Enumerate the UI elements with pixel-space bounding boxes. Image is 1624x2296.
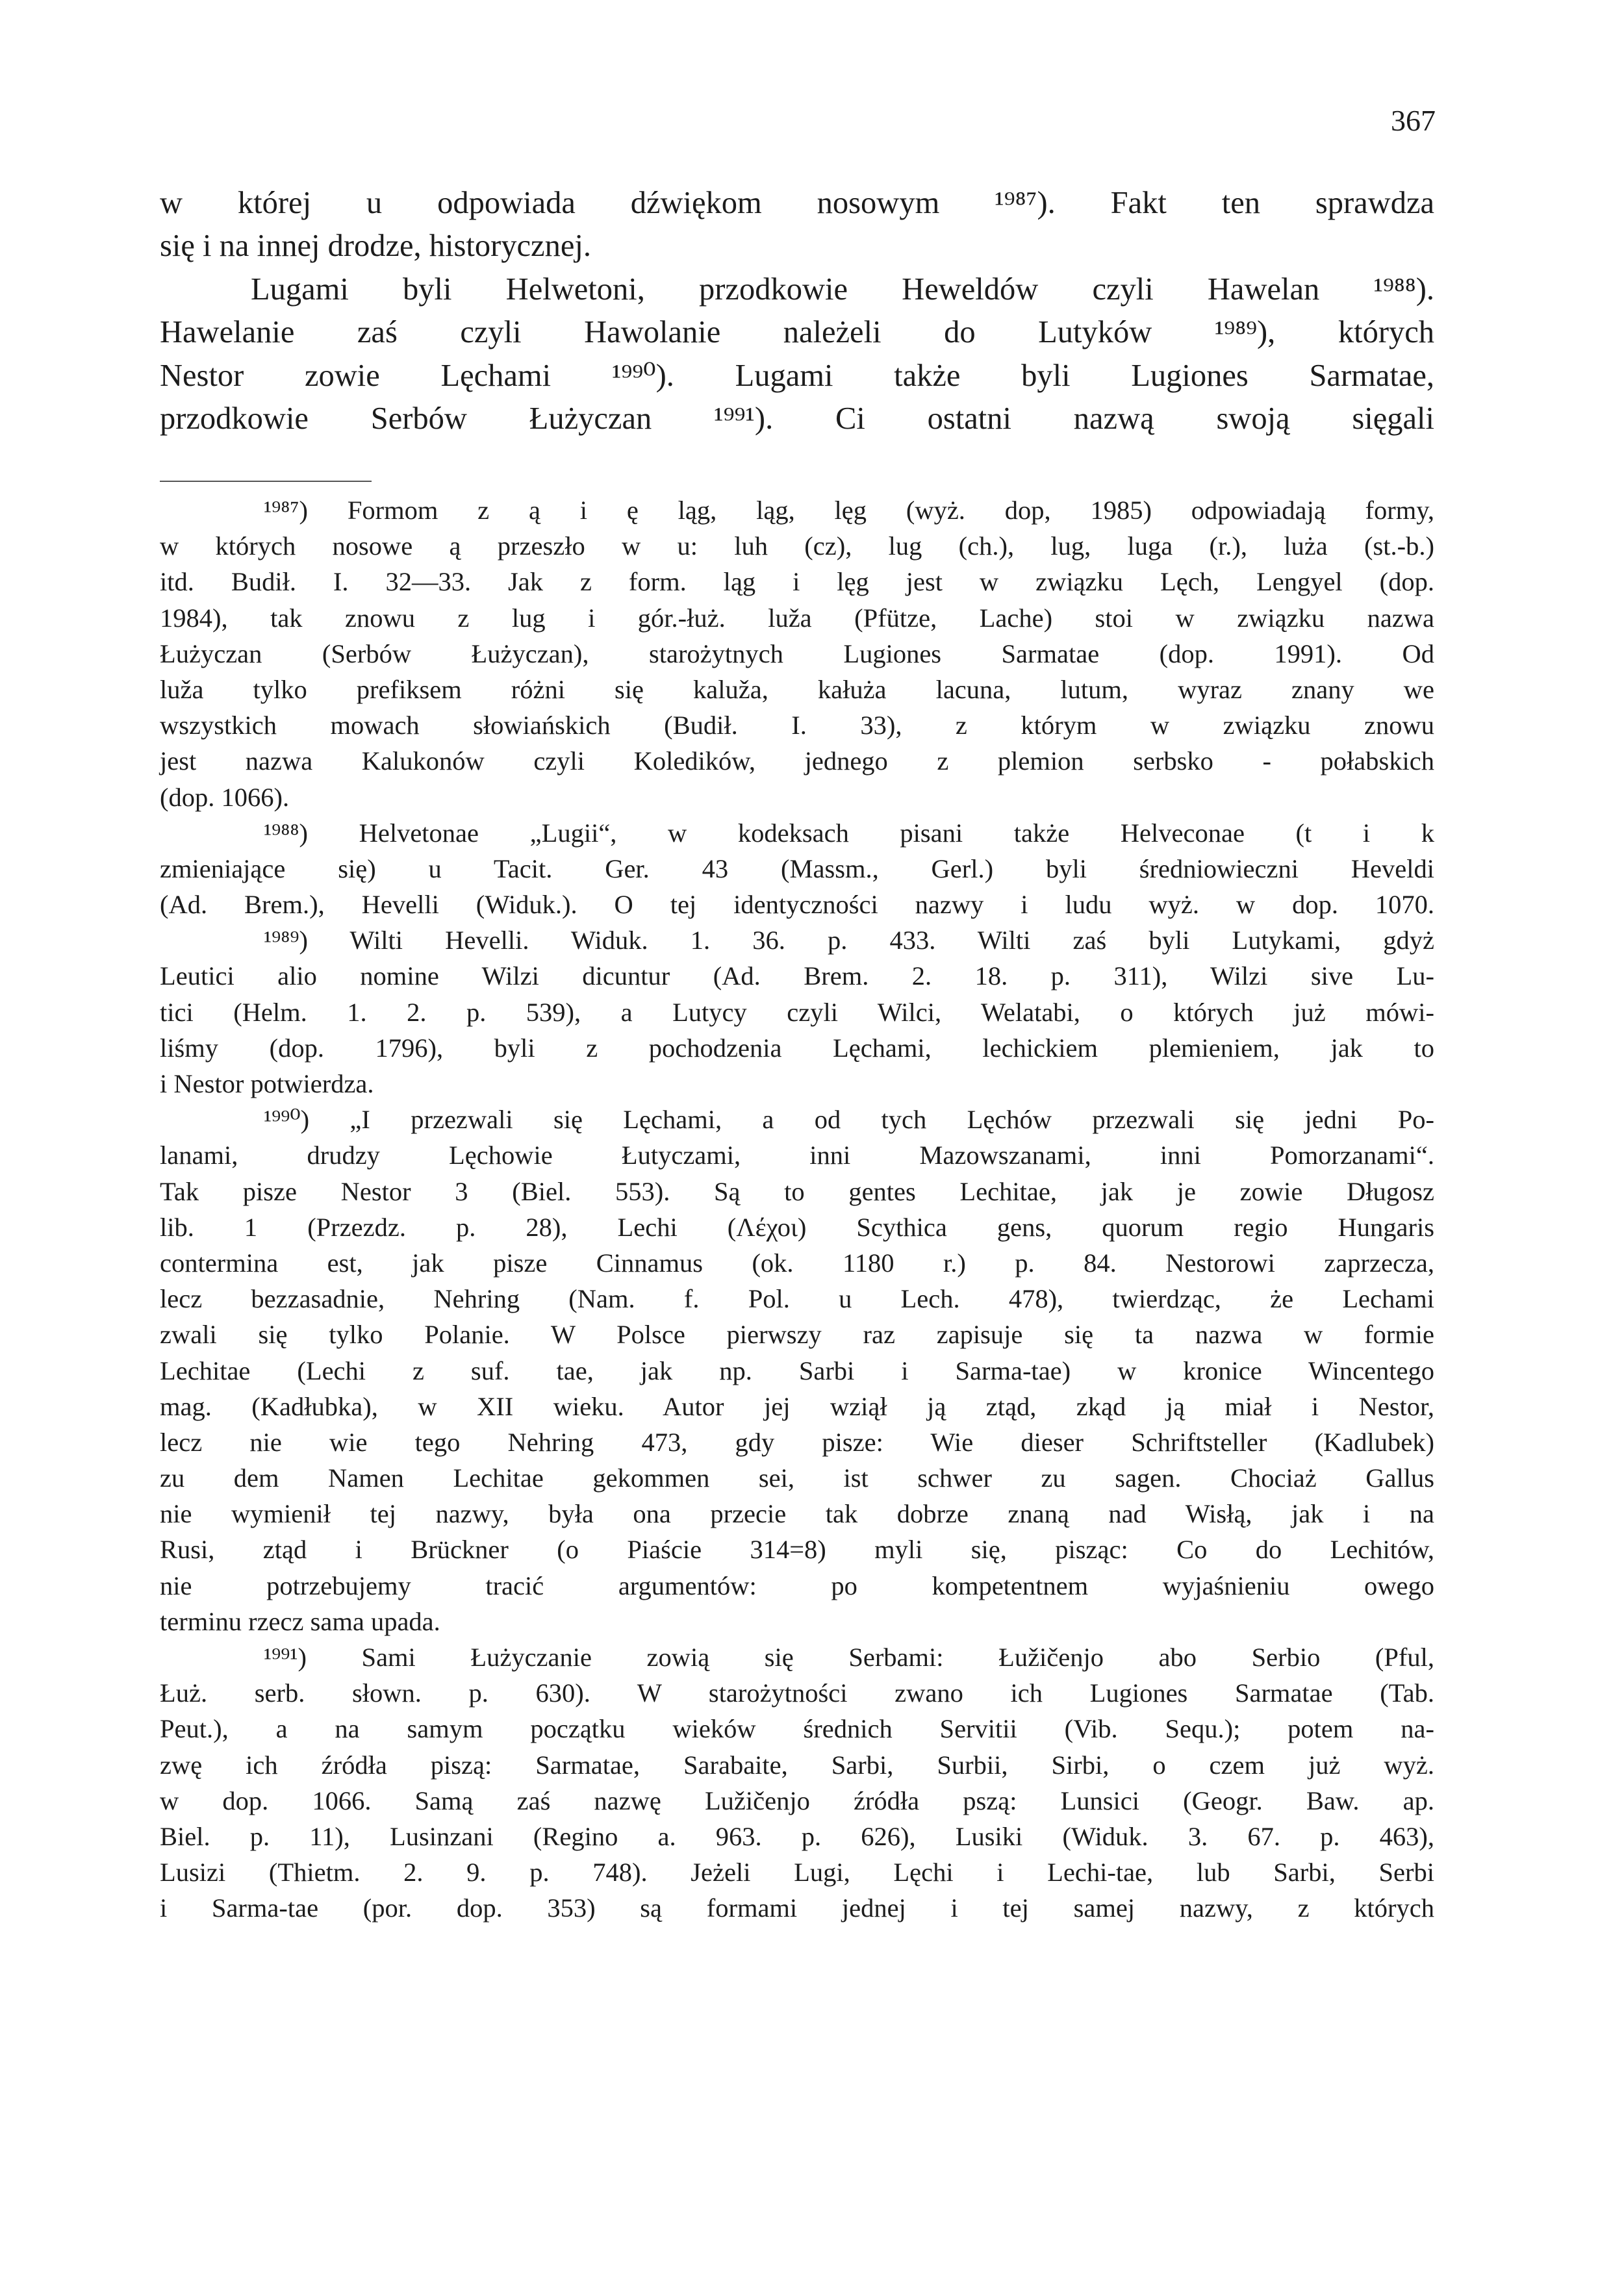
footnote-line: nie potrzebujemy tracić argumentów: po kompetentnem wyjaśnieniu owego [160,1571,1434,1600]
footnote-line: luža tylko prefiksem różni się kaluža, kałuża lacuna, lutum, wyraz znany we [160,674,1434,704]
main-text-line: przodkowie Serbów Łużyczan ¹⁹⁹¹). Ci ostatni nazwą swoją sięgali [160,401,1434,436]
footnotes [160,492,1434,1926]
footnote-line: ¹⁹⁸⁷) Formom z ą i ę ląg, ląg, lęg (wyż. dop, 1985) odpowiadają formy, [264,496,1434,525]
footnote-line: Tak pisze Nestor 3 (Biel. 553). Są to gentes Lechitae, jak je zowie Długosz [160,1176,1434,1206]
footnote-line: lecz bezzasadnie, Nehring (Nam. f. Pol. u Lech. 478), twierdząc, że Lechami [160,1284,1434,1314]
footnote-line: itd. Budił. I. 32—33. Jak z form. ląg i lęg jest w związku Lęch, Lengyel (dop. [160,567,1434,597]
footnote-line: zu dem Namen Lechitae gekommen sei, ist schwer zu sagen. Chociaż Gallus [160,1463,1434,1493]
main-text-line: się i na innej drodze, historycznej. [160,229,591,264]
footnote-line: lib. 1 (Przezdz. p. 28), Lechi (Λέχοι) Scythica gens, quorum regio Hungaris [160,1212,1434,1242]
footnote-line: w których nosowe ą przeszło w u: luh (cz), lug (ch.), lug, luga (r.), luża (st.-b.) [160,531,1434,561]
footnote-line: zwę ich źródła piszą: Sarmatae, Sarabaite, Sarbi, Surbii, Sirbi, o czem już wyż. [160,1750,1434,1780]
footnote-line: liśmy (dop. 1796), byli z pochodzenia Lęchami, lechickiem plemieniem, jak to [160,1033,1434,1063]
footnote-line: Leutici alio nomine Wilzi dicuntur (Ad. Brem. 2. 18. p. 311), Wilzi sive Lu- [160,961,1434,991]
footnote-line: lecz nie wie tego Nehring 473, gdy pisze: Wie dieser Schriftsteller (Kadlubek) [160,1427,1434,1457]
footnote-line: Rusi, ztąd i Brückner (o Piaście 314=8) myli się, pisząc: Co do Lechitów, [160,1535,1434,1565]
footnote-line: mag. (Kadłubka), w XII wieku. Autor jej wziął ją ztąd, zkąd ją miał i Nestor, [160,1391,1434,1421]
footnote-line: ¹⁹⁹¹) Sami Łużyczanie zowią się Serbami: Łužičenjo abo Serbio (Pful, [264,1643,1434,1672]
footnote-line: ¹⁹⁹⁰) „I przezwali się Lęchami, a od tych Lęchów przezwali się jedni Po- [264,1105,1434,1135]
footnote-line: (dop. 1066). [160,782,290,812]
footnote-line: jest nazwa Kalukonów czyli Koledików, jednego z plemion serbsko - połabskich [160,746,1434,776]
footnote-line: terminu rzecz sama upada. [160,1606,440,1636]
footnote-line: zwali się tylko Polanie. W Polsce pierwszy raz zapisuje się ta nazwa w formie [160,1320,1434,1350]
footnote-line: tici (Helm. 1. 2. p. 539), a Lutycy czyli Wilci, Welatabi, o których już mówi- [160,997,1434,1027]
footnote-line: zmieniające się) u Tacit. Ger. 43 (Massm., Gerl.) byli średniowieczni Heveldi [160,853,1434,883]
footnote-line: ¹⁹⁸⁹) Wilti Hevelli. Widuk. 1. 36. p. 433. Wilti zaś byli Lutykami, gdyż [264,926,1434,955]
footnote-line: Lechitae (Lechi z suf. tae, jak np. Sarbi i Sarma-tae) w kronice Wincentego [160,1356,1434,1385]
footnote-line: Łużyczan (Serbów Łużyczan), starożytnych Lugiones Sarmatae (dop. 1991). Od [160,638,1434,668]
footnote-line: lanami, drudzy Lęchowie Łutyczami, inni Mazowszanami, inni Pomorzanami“. [160,1141,1434,1170]
footnote-line: Łuż. serb. słown. p. 630). W starożytności zwano ich Lugiones Sarmatae (Tab. [160,1678,1434,1708]
main-text [160,182,1434,440]
footnote-line: (Ad. Brem.), Hevelli (Widuk.). O tej identyczności nazwy i ludu wyż. w dop. 1070. [160,890,1434,920]
main-text-line: Hawelanie zaś czyli Hawolanie należeli do Lutyków ¹⁹⁸⁹), których [160,315,1434,350]
footnote-line: nie wymienił tej nazwy, była ona przecie tak dobrze znaną nad Wisłą, jak i na [160,1499,1434,1529]
main-text-line: Lugami byli Helwetoni, przodkowie Heweldów czyli Hawelan ¹⁹⁸⁸). [251,271,1434,307]
main-text-line: Nestor zowie Lęchami ¹⁹⁹⁰). Lugami także byli Lugiones Sarmatae, [160,358,1434,393]
footnote-line: wszystkich mowach słowiańskich (Budił. I. 33), z którym w związku znowu [160,711,1434,740]
footnote-line: w dop. 1066. Samą zaś nazwę Lužičenjo źródła pszą: Lunsici (Geogr. Baw. ap. [160,1785,1434,1815]
footnote-line: i Nestor potwierdza. [160,1069,374,1098]
footnote-line: Biel. p. 11), Lusinzani (Regino a. 963. p. 626), Lusiki (Widuk. 3. 67. p. 463), [160,1821,1434,1851]
main-text-line: w której u odpowiada dźwiękom nosowym ¹⁹⁸⁷). Fakt ten sprawdza [160,186,1434,220]
page-number: 367 [1391,104,1436,137]
footnote-line: Peut.), a na samym początku wieków średnich Servitii (Vib. Sequ.); potem na- [160,1714,1434,1744]
footnote-line: Lusizi (Thietm. 2. 9. p. 748). Jeżeli Lugi, Lęchi i Lechi-tae, lub Sarbi, Serbi [160,1858,1434,1887]
footnote-line: i Sarma-tae (por. dop. 353) są formami jednej i tej samej nazwy, z których [160,1893,1434,1923]
footnote-line: contermina est, jak pisze Cinnamus (ok. 1180 r.) p. 84. Nestorowi zaprzecza, [160,1248,1434,1278]
footnote-separator [160,481,372,482]
footnote-line: 1984), tak znowu z lug i gór.-łuż. luža (Pfütze, Lache) stoi w związku nazwa [160,603,1434,633]
footnote-line: ¹⁹⁸⁸) Helvetonae „Lugii“, w kodeksach pisani także Helveconae (t i k [264,818,1434,848]
